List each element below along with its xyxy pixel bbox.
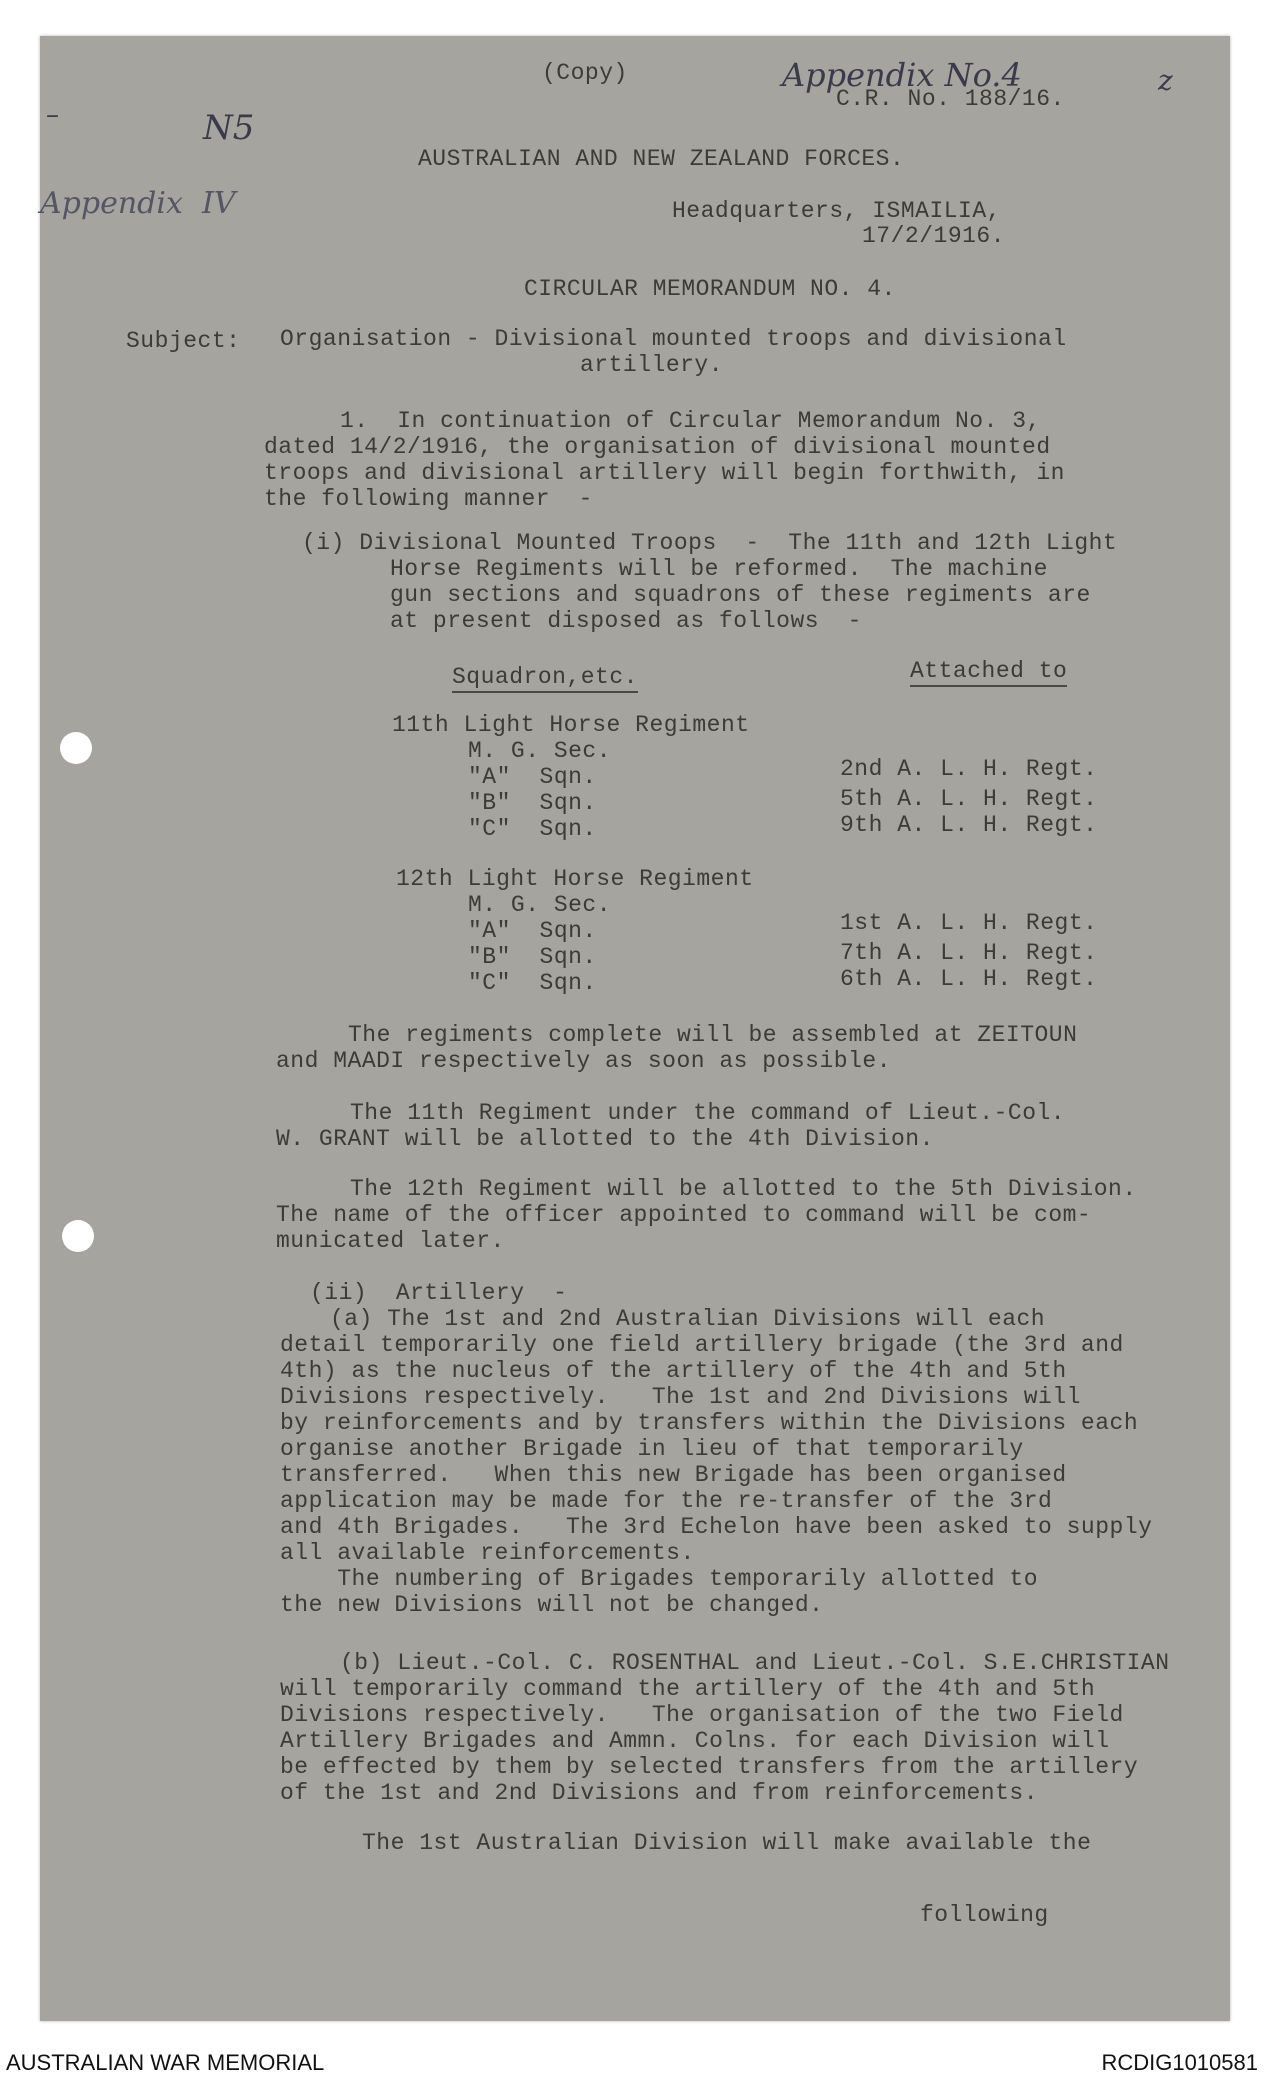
appendix-number-annotation: Appendix No.4	[782, 56, 1022, 94]
para-a-line: (a) The 1st and 2nd Australian Divisions will each	[330, 1306, 1046, 1332]
table-row-attached: 1st A. L. H. Regt.	[840, 910, 1098, 936]
table-row-unit: "C" Sqn.	[468, 816, 597, 842]
section-1-line: gun sections and squadrons of these regiments are	[390, 582, 1091, 608]
para-11th-line: The 11th Regiment under the command of Lieut.-Col.	[350, 1100, 1066, 1126]
table-row-unit: M. G. Sec.	[468, 892, 612, 918]
para-a-line: transferred. When this new Brigade has been organised	[280, 1462, 1067, 1488]
para-a-line: detail temporarily one field artillery brigade (the 3rd and	[280, 1332, 1124, 1358]
subject-line-2: artillery.	[580, 352, 724, 378]
para-11th-line: W. GRANT will be allotted to the 4th Division.	[276, 1126, 934, 1152]
table-row-attached: 2nd A. L. H. Regt.	[840, 756, 1098, 782]
table-row-unit: "A" Sqn.	[468, 918, 597, 944]
para-12th-line: municated later.	[276, 1228, 505, 1254]
intro-line: the following manner -	[264, 486, 593, 512]
catchword: following	[920, 1902, 1049, 1928]
footer-record-id: RCDIG1010581	[1101, 2050, 1258, 2075]
subject-label: Subject:	[126, 328, 241, 354]
appendix-iv-annotation: Appendix IV	[40, 186, 236, 221]
section-1-line: at present disposed as follows -	[390, 608, 862, 634]
para-b-line: Artillery Brigades and Ammn. Colns. for each Division will	[280, 1728, 1110, 1754]
copy-mark: (Copy)	[542, 60, 628, 86]
headquarters-line: Headquarters, ISMAILIA,	[672, 198, 1001, 224]
para-a-line: application may be made for the re-transfer of the 3rd	[280, 1488, 1053, 1514]
section-1-line: (i) Divisional Mounted Troops - The 11th and 12th Light	[302, 530, 1118, 556]
table-regiment-12th: 12th Light Horse Regiment	[396, 866, 754, 892]
cr-number: C.R. No. 188/16.	[836, 86, 1065, 112]
table-row-unit: "B" Sqn.	[468, 790, 597, 816]
para-assembled-line: and MAADI respectively as soon as possible.	[276, 1048, 891, 1074]
memo-title: CIRCULAR MEMORANDUM NO. 4.	[524, 276, 896, 302]
table-regiment-11th: 11th Light Horse Regiment	[392, 712, 750, 738]
para-a-line: and 4th Brigades. The 3rd Echelon have been asked to supply	[280, 1514, 1153, 1540]
intro-line: dated 14/2/1916, the organisation of divisional mounted	[264, 434, 1051, 460]
table-row-unit: M. G. Sec.	[468, 738, 612, 764]
table-row-unit: "B" Sqn.	[468, 944, 597, 970]
memo-date: 17/2/1916.	[862, 223, 1006, 249]
column-header-squadron: Squadron,etc.	[452, 664, 638, 693]
para-final-line: The 1st Australian Division will make available the	[362, 1830, 1092, 1856]
section-1-line: Horse Regiments will be reformed. The machine	[390, 556, 1048, 582]
subject-line-1: Organisation - Divisional mounted troops and divisional	[280, 326, 1067, 352]
para-12th-line: The name of the officer appointed to command will be com-	[276, 1202, 1092, 1228]
para-b-line: will temporarily command the artillery of the 4th and 5th	[280, 1676, 1096, 1702]
intro-line: troops and divisional artillery will begin forthwith, in	[264, 460, 1065, 486]
para-a-line: by reinforcements and by transfers within the Divisions each	[280, 1410, 1139, 1436]
corner-mark: z	[1158, 64, 1173, 97]
para-b-line: of the 1st and 2nd Divisions and from reinforcements.	[280, 1780, 1039, 1806]
table-row-attached: 9th A. L. H. Regt.	[840, 812, 1098, 838]
footer-institution: AUSTRALIAN WAR MEMORIAL	[6, 2050, 325, 2075]
document-sheet	[40, 36, 1230, 2021]
column-header-attached: Attached to	[910, 658, 1067, 687]
table-row-unit: "C" Sqn.	[468, 970, 597, 996]
table-row-unit: "A" Sqn.	[468, 764, 597, 790]
section-artillery-heading: (ii) Artillery -	[310, 1280, 568, 1306]
para-b-line: Divisions respectively. The organisation of the two Field	[280, 1702, 1124, 1728]
para-assembled-line: The regiments complete will be assembled at ZEITOUN	[348, 1022, 1078, 1048]
table-row-attached: 6th A. L. H. Regt.	[840, 966, 1098, 992]
para-a-line: The numbering of Brigades temporarily allotted to	[280, 1566, 1039, 1592]
para-12th-line: The 12th Regiment will be allotted to the 5th Division.	[350, 1176, 1137, 1202]
para-a-line: 4th) as the nucleus of the artillery of the 4th and 5th	[280, 1358, 1067, 1384]
margin-dash-mark: –	[46, 100, 59, 130]
table-row-attached: 5th A. L. H. Regt.	[840, 786, 1098, 812]
n5-annotation: N5	[203, 108, 255, 148]
para-b-line: (b) Lieut.-Col. C. ROSENTHAL and Lieut.-Col. S.E.CHRISTIAN	[340, 1650, 1170, 1676]
intro-line: 1. In continuation of Circular Memorandum No. 3,	[340, 408, 1041, 434]
para-a-line: the new Divisions will not be changed.	[280, 1592, 824, 1618]
para-a-line: all available reinforcements.	[280, 1540, 695, 1566]
organisation-heading: AUSTRALIAN AND NEW ZEALAND FORCES.	[418, 146, 905, 172]
para-a-line: Divisions respectively. The 1st and 2nd Divisions will	[280, 1384, 1081, 1410]
para-a-line: organise another Brigade in lieu of that temporarily	[280, 1436, 1024, 1462]
para-b-line: be effected by them by selected transfers from the artillery	[280, 1754, 1139, 1780]
punch-hole-lower	[62, 1220, 94, 1252]
table-row-attached: 7th A. L. H. Regt.	[840, 940, 1098, 966]
punch-hole-upper	[60, 732, 92, 764]
